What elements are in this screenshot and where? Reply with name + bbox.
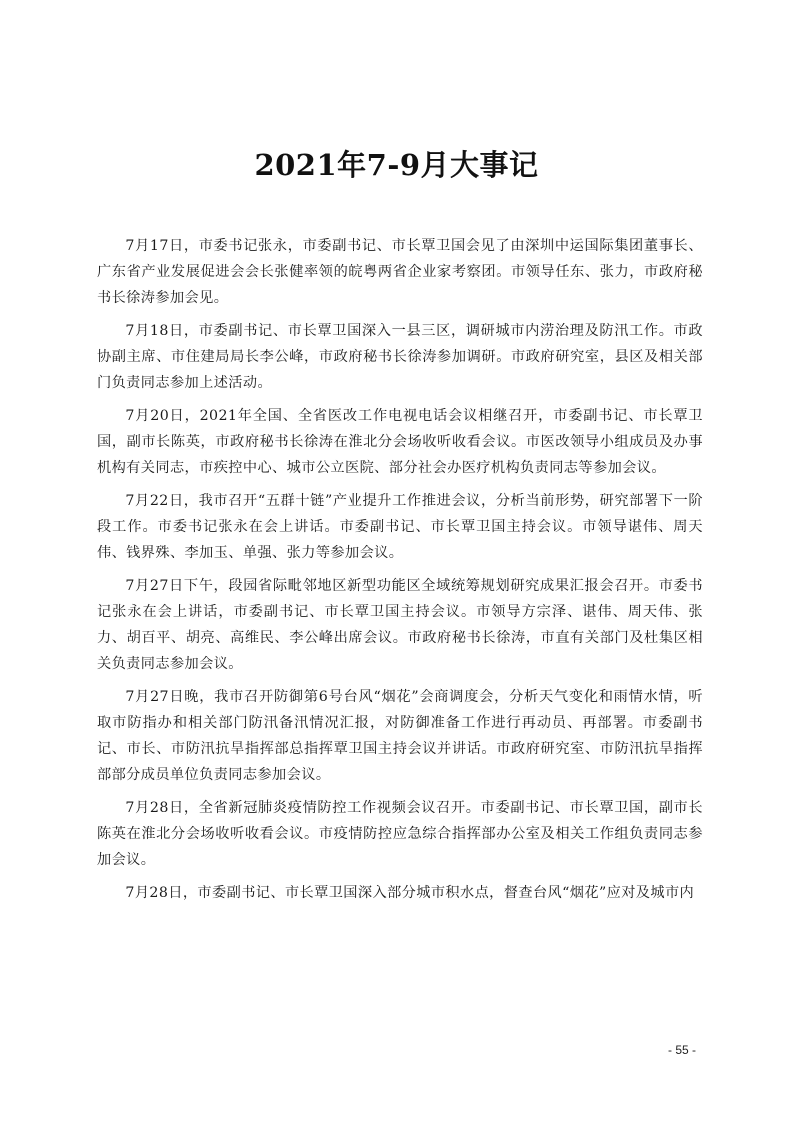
paragraph: 7月28日，全省新冠肺炎疫情防控工作视频会议召开。市委副书记、市长覃卫国，副市长陈英在淮北分会场收听收看会议。市疫情防控应急综合指挥部办公室及相关工作组负责同志参加会议。: [97, 800, 703, 868]
page-title: 2021年7-9月大事记: [254, 148, 539, 182]
paragraph: 7月18日，市委副书记、市长覃卫国深入一县三区，调研城市内涝治理及防汛工作。市政协副主席、市住建局局长李公峰，市政府秘书长徐涛参加调研。市政府研究室，县区及相关部门负责同志参加上述活动。: [97, 323, 703, 391]
paragraph: 7月27日晚，我市召开防御第6号台风“烟花”会商调度会，分析天气变化和雨情水情，听取市防指办和相关部门防汛备汛情况汇报，对防御准备工作进行再动员、再部署。市委副书记、市长、市防汛抗旱指挥部总指挥覃卫国主持会议并讲话。市政府研究室、市防汛抗旱指挥部部分成员单位负责同志参加会议。: [97, 689, 703, 783]
paragraph: 7月20日，2021年全国、全省医改工作电视电话会议相继召开，市委副书记、市长覃卫国，副市长陈英，市政府秘书长徐涛在淮北分会场收听收看会议。市医改领导小组成员及办事机构有关同志，市疾控中心、城市公立医院、部分社会办医疗机构负责同志等参加会议。: [97, 408, 703, 476]
paragraph: 7月17日，市委书记张永，市委副书记、市长覃卫国会见了由深圳中运国际集团董事长、广东省产业发展促进会会长张健率领的皖粤两省企业家考察团。市领导任东、张力，市政府秘书长徐涛参加会见。: [97, 238, 703, 306]
paragraph: 7月27日下午，段园省际毗邻地区新型功能区全域统筹规划研究成果汇报会召开。市委书记张永在会上讲话，市委副书记、市长覃卫国主持会议。市领导方宗泽、谌伟、周天伟、张力、胡百平、胡亮、高维民、李公峰出席会议。市政府秘书长徐涛，市直有关部门及杜集区相关负责同志参加会议。: [97, 578, 703, 672]
page-number: - 55 -: [667, 1043, 696, 1057]
paragraph: 7月22日，我市召开“五群十链”产业提升工作推进会议，分析当前形势，研究部署下一阶段工作。市委书记张永在会上讲话。市委副书记、市长覃卫国主持会议。市领导谌伟、周天伟、钱界殊、李加玉、单强、张力等参加会议。: [97, 493, 703, 561]
document-body: [97, 233, 703, 913]
paragraph: 7月28日，市委副书记、市长覃卫国深入部分城市积水点，督查台风“烟花”应对及城市内: [125, 885, 695, 901]
